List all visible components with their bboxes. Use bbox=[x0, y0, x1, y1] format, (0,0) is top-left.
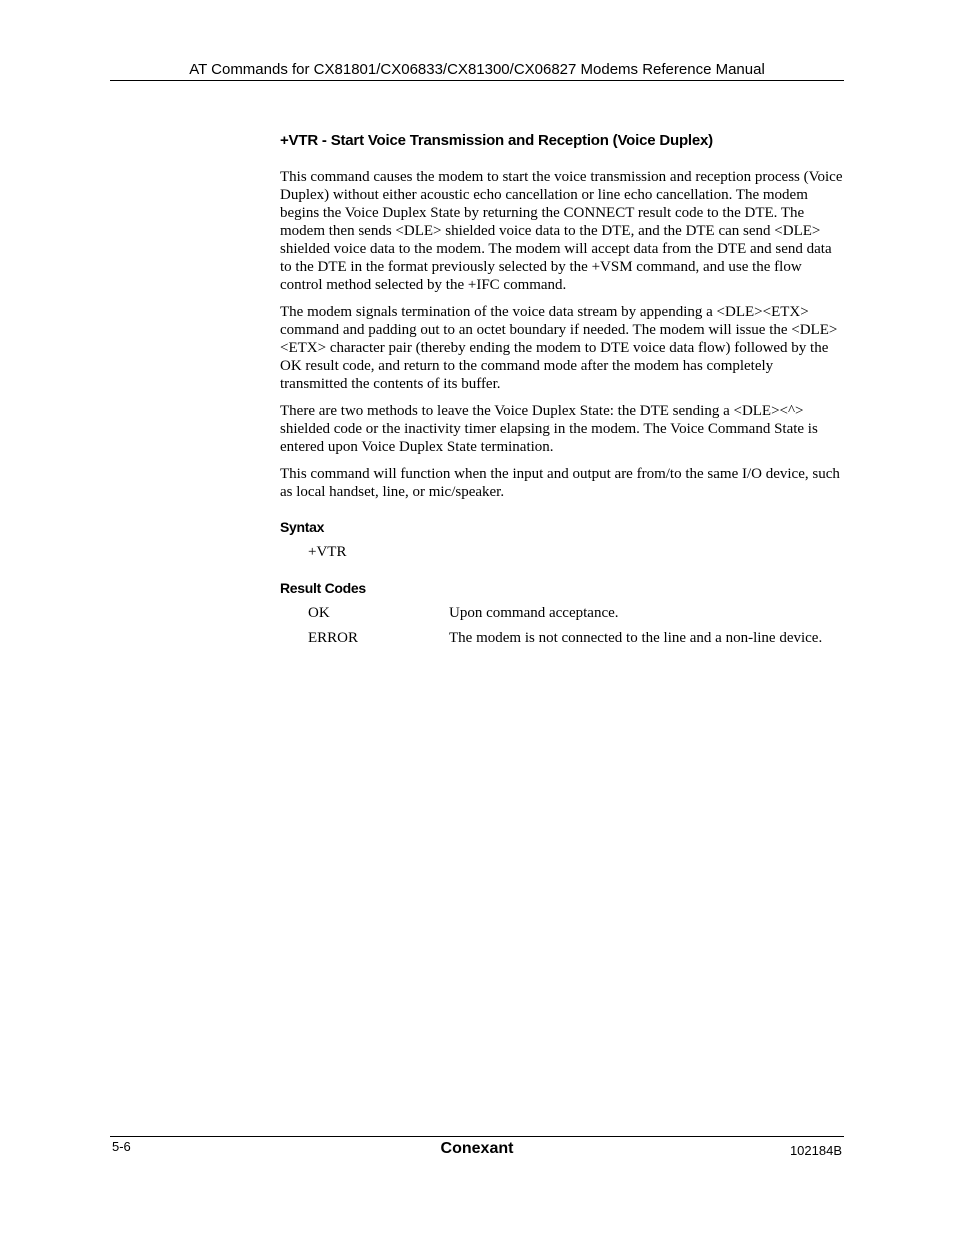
paragraph-1: This command causes the modem to start the voice transmission and reception process (Voice Duplex) without either acoustic echo cancellation or line echo cancellation. The modem begins the Voice Duplex State by returning the CONNECT result code to the DTE. The modem then sends <DLE> shielded voice data to the DTE, and the DTE can send <DLE> shielded voice data to the modem. The modem will accept data from the DTE and send data to the DTE in the format previously selected by the +VSM command, and use the flow control method selected by the +IFC command. bbox=[280, 169, 843, 293]
page-number: 5-6 bbox=[112, 1139, 131, 1154]
result-codes-heading: Result Codes bbox=[280, 580, 366, 596]
result-code: ERROR bbox=[308, 630, 359, 646]
document-number: 102184B bbox=[789, 1143, 842, 1158]
section-title: +VTR - Start Voice Transmission and Reception (Voice Duplex) bbox=[280, 132, 713, 149]
footer-divider bbox=[110, 1136, 844, 1137]
result-description: The modem is not connected to the line and a non-line device. bbox=[449, 630, 823, 646]
result-codes-table bbox=[280, 603, 844, 648]
header-divider bbox=[110, 80, 844, 81]
result-row bbox=[280, 628, 844, 648]
company-name: Conexant bbox=[440, 1140, 514, 1157]
paragraph-4: This command will function when the input and output are from/to the same I/O device, such as local handset, line, or mic/speaker. bbox=[280, 466, 840, 500]
result-code: OK bbox=[308, 605, 330, 621]
page-header-title: AT Commands for CX81801/CX06833/CX81300/CX06827 Modems Reference Manual bbox=[189, 61, 765, 78]
paragraph-2: The modem signals termination of the voice data stream by appending a <DLE><ETX> command and padding out to an octet boundary if needed. The modem will issue the <DLE><ETX> character pair (thereby ending the modem to DTE voice data flow) followed by the OK result code, and return to the command mode after the modem has completely transmitted the contents of its buffer. bbox=[280, 304, 838, 392]
syntax-heading: Syntax bbox=[280, 519, 325, 535]
result-row bbox=[280, 603, 844, 623]
result-description: Upon command acceptance. bbox=[449, 605, 619, 621]
syntax-value: +VTR bbox=[308, 544, 347, 560]
main-content bbox=[280, 130, 844, 653]
paragraph-3: There are two methods to leave the Voice Duplex State: the DTE sending a <DLE><^> shielded code or the inactivity timer elapsing in the modem. The Voice Command State is entered upon Voice Duplex State termination. bbox=[280, 403, 818, 455]
